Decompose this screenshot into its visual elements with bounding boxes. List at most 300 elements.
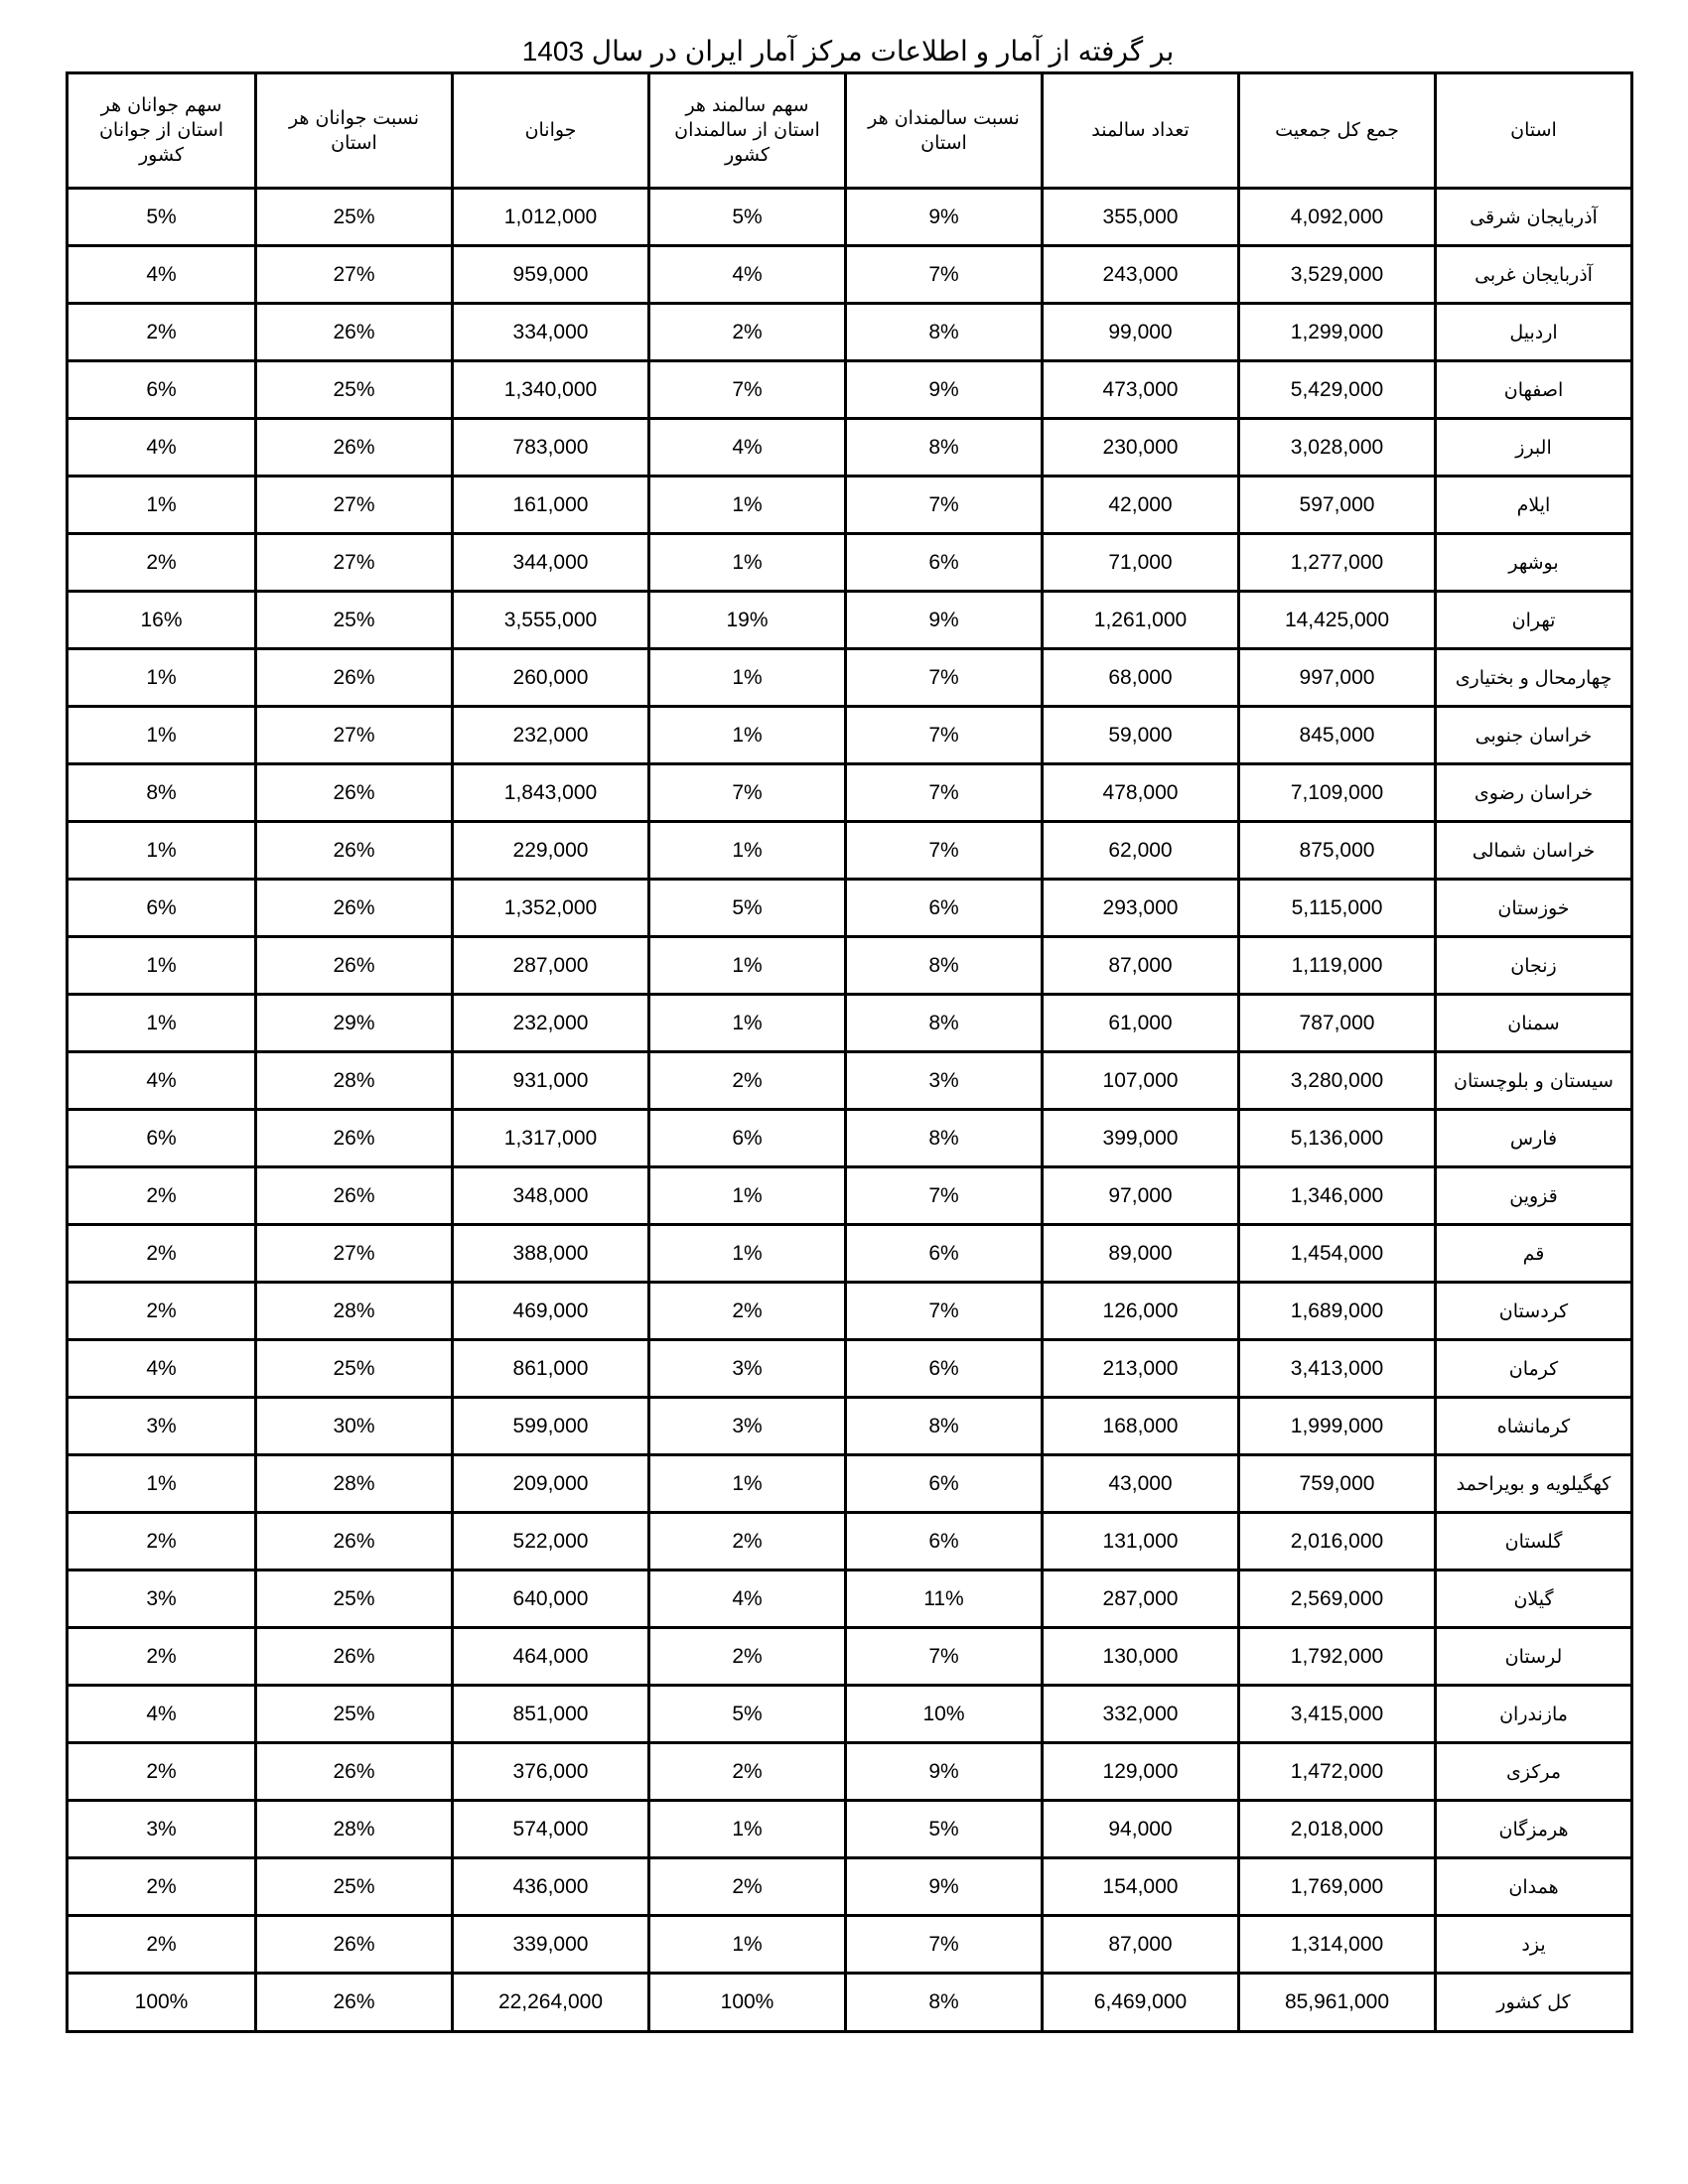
cell-youth-ratio: 26% xyxy=(256,1167,453,1225)
cell-elderly-count: 87,000 xyxy=(1043,937,1239,995)
cell-youth-ratio: 26% xyxy=(256,764,453,822)
cell-elderly-ratio: 9% xyxy=(846,189,1043,246)
cell-total-population: 1,769,000 xyxy=(1239,1858,1436,1916)
cell-elderly-count: 94,000 xyxy=(1043,1801,1239,1858)
cell-elderly-share: 4% xyxy=(649,419,846,477)
cell-province: لرستان xyxy=(1436,1628,1632,1686)
cell-elderly-share: 2% xyxy=(649,1283,846,1340)
table-row xyxy=(68,1858,1632,1916)
cell-province: کرمان xyxy=(1436,1340,1632,1398)
cell-youth-ratio: 25% xyxy=(256,1858,453,1916)
cell-elderly-ratio: 6% xyxy=(846,1513,1043,1570)
cell-youth-share: 8% xyxy=(68,764,256,822)
cell-province: ایلام xyxy=(1436,477,1632,534)
cell-elderly-ratio: 7% xyxy=(846,1916,1043,1974)
cell-total-population: 1,689,000 xyxy=(1239,1283,1436,1340)
cell-total-population: 2,018,000 xyxy=(1239,1801,1436,1858)
cell-elderly-count: 230,000 xyxy=(1043,419,1239,477)
cell-province: خراسان شمالی xyxy=(1436,822,1632,880)
cell-total-population: 1,119,000 xyxy=(1239,937,1436,995)
cell-elderly-ratio: 7% xyxy=(846,1167,1043,1225)
cell-youth-ratio: 27% xyxy=(256,1225,453,1283)
header-province: استان xyxy=(1436,73,1632,189)
cell-youth-share: 1% xyxy=(68,995,256,1052)
cell-province: گلستان xyxy=(1436,1513,1632,1570)
cell-elderly-count: 89,000 xyxy=(1043,1225,1239,1283)
cell-elderly-ratio: 8% xyxy=(846,937,1043,995)
cell-youth-ratio: 25% xyxy=(256,1340,453,1398)
cell-total-population: 7,109,000 xyxy=(1239,764,1436,822)
cell-total-population: 5,429,000 xyxy=(1239,361,1436,419)
cell-province: قزوین xyxy=(1436,1167,1632,1225)
cell-elderly-count: 43,000 xyxy=(1043,1455,1239,1513)
table-row xyxy=(68,534,1632,592)
cell-province: کردستان xyxy=(1436,1283,1632,1340)
cell-youth-count: 229,000 xyxy=(453,822,649,880)
cell-elderly-count: 126,000 xyxy=(1043,1283,1239,1340)
cell-province: بوشهر xyxy=(1436,534,1632,592)
cell-province: کهگیلویه و بویراحمد xyxy=(1436,1455,1632,1513)
cell-elderly-count: 168,000 xyxy=(1043,1398,1239,1455)
cell-youth-share: 2% xyxy=(68,534,256,592)
cell-youth-share: 1% xyxy=(68,707,256,764)
header-youth-count: جوانان xyxy=(453,73,649,189)
cell-elderly-share: 2% xyxy=(649,1513,846,1570)
cell-youth-ratio: 27% xyxy=(256,707,453,764)
cell-total-population: 5,115,000 xyxy=(1239,880,1436,937)
header-total-population: جمع کل جمعیت xyxy=(1239,73,1436,189)
table-row xyxy=(68,361,1632,419)
cell-youth-count: 851,000 xyxy=(453,1686,649,1743)
cell-youth-ratio: 26% xyxy=(256,1628,453,1686)
cell-province: کرمانشاه xyxy=(1436,1398,1632,1455)
cell-elderly-count: 129,000 xyxy=(1043,1743,1239,1801)
header-elderly-ratio: نسبت سالمندان هر استان xyxy=(846,73,1043,189)
cell-total-population: 787,000 xyxy=(1239,995,1436,1052)
cell-youth-share: 1% xyxy=(68,477,256,534)
cell-youth-count: 1,843,000 xyxy=(453,764,649,822)
cell-youth-count: 640,000 xyxy=(453,1570,649,1628)
cell-youth-share: 2% xyxy=(68,1743,256,1801)
cell-youth-share: 100% xyxy=(68,1974,256,2032)
cell-elderly-share: 1% xyxy=(649,995,846,1052)
cell-total-population: 1,277,000 xyxy=(1239,534,1436,592)
cell-elderly-share: 3% xyxy=(649,1340,846,1398)
cell-elderly-ratio: 6% xyxy=(846,534,1043,592)
table-row xyxy=(68,189,1632,246)
cell-province: مازندران xyxy=(1436,1686,1632,1743)
table-row xyxy=(68,1570,1632,1628)
cell-youth-share: 1% xyxy=(68,937,256,995)
cell-elderly-count: 6,469,000 xyxy=(1043,1974,1239,2032)
cell-province: کل کشور xyxy=(1436,1974,1632,2032)
cell-province: چهارمحال و بختیاری xyxy=(1436,649,1632,707)
cell-elderly-share: 2% xyxy=(649,1628,846,1686)
cell-elderly-count: 154,000 xyxy=(1043,1858,1239,1916)
table-row xyxy=(68,1110,1632,1167)
header-youth-share: سهم جوانان هر استان از جوانان کشور xyxy=(68,73,256,189)
cell-province: همدان xyxy=(1436,1858,1632,1916)
table-row xyxy=(68,304,1632,361)
cell-total-population: 2,569,000 xyxy=(1239,1570,1436,1628)
cell-youth-share: 4% xyxy=(68,1686,256,1743)
cell-elderly-count: 473,000 xyxy=(1043,361,1239,419)
cell-elderly-count: 243,000 xyxy=(1043,246,1239,304)
table-row xyxy=(68,477,1632,534)
cell-elderly-share: 1% xyxy=(649,822,846,880)
cell-elderly-count: 107,000 xyxy=(1043,1052,1239,1110)
cell-youth-count: 334,000 xyxy=(453,304,649,361)
cell-province: هرمزگان xyxy=(1436,1801,1632,1858)
cell-youth-ratio: 26% xyxy=(256,822,453,880)
table-row xyxy=(68,822,1632,880)
cell-province: زنجان xyxy=(1436,937,1632,995)
cell-total-population: 14,425,000 xyxy=(1239,592,1436,649)
table-row xyxy=(68,937,1632,995)
cell-total-population: 1,999,000 xyxy=(1239,1398,1436,1455)
cell-youth-ratio: 26% xyxy=(256,937,453,995)
cell-elderly-share: 6% xyxy=(649,1110,846,1167)
cell-youth-ratio: 26% xyxy=(256,1916,453,1974)
table-row xyxy=(68,1628,1632,1686)
cell-elderly-share: 3% xyxy=(649,1398,846,1455)
cell-youth-share: 2% xyxy=(68,1225,256,1283)
cell-elderly-share: 2% xyxy=(649,1052,846,1110)
table-row xyxy=(68,1686,1632,1743)
cell-elderly-ratio: 6% xyxy=(846,880,1043,937)
cell-province: مرکزی xyxy=(1436,1743,1632,1801)
table-row xyxy=(68,764,1632,822)
table-row xyxy=(68,419,1632,477)
table-row xyxy=(68,1455,1632,1513)
cell-province: البرز xyxy=(1436,419,1632,477)
cell-elderly-share: 2% xyxy=(649,1743,846,1801)
cell-elderly-share: 4% xyxy=(649,246,846,304)
cell-elderly-count: 293,000 xyxy=(1043,880,1239,937)
document-title: بر گرفته از آمار و اطلاعات مرکز آمار ایران در سال 1403 xyxy=(521,36,1175,67)
cell-elderly-ratio: 8% xyxy=(846,304,1043,361)
cell-elderly-ratio: 8% xyxy=(846,1110,1043,1167)
cell-elderly-count: 213,000 xyxy=(1043,1340,1239,1398)
cell-elderly-count: 42,000 xyxy=(1043,477,1239,534)
cell-youth-ratio: 26% xyxy=(256,304,453,361)
cell-youth-count: 232,000 xyxy=(453,995,649,1052)
cell-province: سمنان xyxy=(1436,995,1632,1052)
header-youth-ratio: نسبت جوانان هر استان xyxy=(256,73,453,189)
cell-elderly-ratio: 7% xyxy=(846,246,1043,304)
cell-elderly-ratio: 6% xyxy=(846,1225,1043,1283)
cell-youth-ratio: 28% xyxy=(256,1455,453,1513)
table-row xyxy=(68,1283,1632,1340)
cell-youth-share: 2% xyxy=(68,1513,256,1570)
cell-youth-count: 464,000 xyxy=(453,1628,649,1686)
cell-youth-count: 1,317,000 xyxy=(453,1110,649,1167)
cell-youth-share: 4% xyxy=(68,1340,256,1398)
cell-elderly-count: 59,000 xyxy=(1043,707,1239,764)
cell-youth-share: 2% xyxy=(68,1858,256,1916)
cell-youth-ratio: 26% xyxy=(256,1110,453,1167)
cell-total-population: 845,000 xyxy=(1239,707,1436,764)
cell-total-population: 1,299,000 xyxy=(1239,304,1436,361)
cell-youth-ratio: 28% xyxy=(256,1283,453,1340)
cell-youth-count: 376,000 xyxy=(453,1743,649,1801)
cell-elderly-ratio: 7% xyxy=(846,1628,1043,1686)
table-row xyxy=(68,246,1632,304)
table-row xyxy=(68,1167,1632,1225)
cell-elderly-count: 332,000 xyxy=(1043,1686,1239,1743)
cell-youth-ratio: 26% xyxy=(256,1974,453,2032)
cell-elderly-share: 5% xyxy=(649,189,846,246)
cell-elderly-share: 1% xyxy=(649,1225,846,1283)
cell-total-population: 997,000 xyxy=(1239,649,1436,707)
cell-elderly-count: 97,000 xyxy=(1043,1167,1239,1225)
cell-youth-share: 4% xyxy=(68,246,256,304)
cell-elderly-ratio: 7% xyxy=(846,477,1043,534)
cell-youth-count: 344,000 xyxy=(453,534,649,592)
cell-total-population: 1,454,000 xyxy=(1239,1225,1436,1283)
cell-elderly-count: 287,000 xyxy=(1043,1570,1239,1628)
cell-youth-count: 260,000 xyxy=(453,649,649,707)
table-row xyxy=(68,1052,1632,1110)
cell-youth-ratio: 26% xyxy=(256,1743,453,1801)
cell-elderly-count: 355,000 xyxy=(1043,189,1239,246)
cell-elderly-count: 1,261,000 xyxy=(1043,592,1239,649)
table-row xyxy=(68,1743,1632,1801)
cell-total-population: 1,314,000 xyxy=(1239,1916,1436,1974)
cell-elderly-share: 2% xyxy=(649,304,846,361)
cell-elderly-ratio: 8% xyxy=(846,995,1043,1052)
cell-youth-share: 1% xyxy=(68,1455,256,1513)
cell-elderly-ratio: 9% xyxy=(846,361,1043,419)
table-row xyxy=(68,592,1632,649)
cell-elderly-share: 4% xyxy=(649,1570,846,1628)
cell-elderly-share: 1% xyxy=(649,1455,846,1513)
cell-youth-count: 22,264,000 xyxy=(453,1974,649,2032)
cell-elderly-share: 1% xyxy=(649,649,846,707)
cell-youth-share: 4% xyxy=(68,419,256,477)
province-statistics-table xyxy=(66,71,1633,2033)
cell-youth-ratio: 25% xyxy=(256,592,453,649)
cell-youth-count: 1,352,000 xyxy=(453,880,649,937)
cell-province: فارس xyxy=(1436,1110,1632,1167)
table-row xyxy=(68,995,1632,1052)
table-row xyxy=(68,1225,1632,1283)
cell-total-population: 597,000 xyxy=(1239,477,1436,534)
cell-elderly-count: 399,000 xyxy=(1043,1110,1239,1167)
cell-youth-ratio: 25% xyxy=(256,1686,453,1743)
cell-elderly-count: 131,000 xyxy=(1043,1513,1239,1570)
cell-elderly-ratio: 7% xyxy=(846,1283,1043,1340)
cell-elderly-ratio: 6% xyxy=(846,1340,1043,1398)
cell-youth-share: 3% xyxy=(68,1801,256,1858)
cell-youth-count: 522,000 xyxy=(453,1513,649,1570)
cell-youth-count: 469,000 xyxy=(453,1283,649,1340)
cell-youth-count: 209,000 xyxy=(453,1455,649,1513)
header-elderly-count: تعداد سالمند xyxy=(1043,73,1239,189)
cell-youth-share: 16% xyxy=(68,592,256,649)
table-row xyxy=(68,1916,1632,1974)
table-row xyxy=(68,649,1632,707)
cell-youth-share: 2% xyxy=(68,1916,256,1974)
cell-elderly-share: 1% xyxy=(649,534,846,592)
cell-youth-ratio: 26% xyxy=(256,1513,453,1570)
cell-elderly-share: 1% xyxy=(649,1167,846,1225)
cell-youth-share: 2% xyxy=(68,1628,256,1686)
cell-youth-count: 232,000 xyxy=(453,707,649,764)
cell-elderly-count: 478,000 xyxy=(1043,764,1239,822)
cell-elderly-ratio: 8% xyxy=(846,419,1043,477)
cell-elderly-ratio: 8% xyxy=(846,1398,1043,1455)
table-row xyxy=(68,880,1632,937)
cell-total-population: 2,016,000 xyxy=(1239,1513,1436,1570)
cell-province: خراسان جنوبی xyxy=(1436,707,1632,764)
cell-youth-share: 3% xyxy=(68,1398,256,1455)
cell-elderly-share: 5% xyxy=(649,880,846,937)
cell-youth-ratio: 27% xyxy=(256,534,453,592)
cell-youth-ratio: 25% xyxy=(256,1570,453,1628)
cell-youth-ratio: 28% xyxy=(256,1052,453,1110)
cell-elderly-ratio: 9% xyxy=(846,1743,1043,1801)
cell-elderly-share: 1% xyxy=(649,477,846,534)
cell-total-population: 1,346,000 xyxy=(1239,1167,1436,1225)
cell-youth-ratio: 25% xyxy=(256,189,453,246)
cell-youth-ratio: 26% xyxy=(256,419,453,477)
cell-elderly-count: 68,000 xyxy=(1043,649,1239,707)
cell-youth-ratio: 30% xyxy=(256,1398,453,1455)
cell-youth-ratio: 29% xyxy=(256,995,453,1052)
cell-elderly-share: 1% xyxy=(649,1801,846,1858)
cell-elderly-count: 61,000 xyxy=(1043,995,1239,1052)
cell-youth-ratio: 27% xyxy=(256,246,453,304)
cell-elderly-count: 99,000 xyxy=(1043,304,1239,361)
cell-youth-count: 574,000 xyxy=(453,1801,649,1858)
cell-elderly-ratio: 5% xyxy=(846,1801,1043,1858)
cell-total-population: 3,280,000 xyxy=(1239,1052,1436,1110)
cell-elderly-ratio: 7% xyxy=(846,822,1043,880)
table-row xyxy=(68,1513,1632,1570)
cell-youth-ratio: 26% xyxy=(256,880,453,937)
cell-elderly-count: 71,000 xyxy=(1043,534,1239,592)
cell-elderly-ratio: 3% xyxy=(846,1052,1043,1110)
cell-youth-ratio: 28% xyxy=(256,1801,453,1858)
cell-youth-count: 339,000 xyxy=(453,1916,649,1974)
cell-elderly-ratio: 9% xyxy=(846,1858,1043,1916)
cell-province: خراسان رضوی xyxy=(1436,764,1632,822)
table-total-row xyxy=(68,1974,1632,2032)
cell-elderly-ratio: 7% xyxy=(846,707,1043,764)
cell-youth-ratio: 25% xyxy=(256,361,453,419)
cell-youth-count: 959,000 xyxy=(453,246,649,304)
cell-elderly-share: 1% xyxy=(649,1916,846,1974)
cell-province: اردبیل xyxy=(1436,304,1632,361)
cell-youth-ratio: 27% xyxy=(256,477,453,534)
cell-elderly-count: 87,000 xyxy=(1043,1916,1239,1974)
cell-total-population: 3,028,000 xyxy=(1239,419,1436,477)
cell-elderly-count: 62,000 xyxy=(1043,822,1239,880)
cell-youth-share: 4% xyxy=(68,1052,256,1110)
cell-province: آذربایجان شرقی xyxy=(1436,189,1632,246)
cell-province: قم xyxy=(1436,1225,1632,1283)
cell-elderly-ratio: 11% xyxy=(846,1570,1043,1628)
cell-youth-share: 3% xyxy=(68,1570,256,1628)
cell-youth-count: 599,000 xyxy=(453,1398,649,1455)
cell-province: اصفهان xyxy=(1436,361,1632,419)
cell-total-population: 3,529,000 xyxy=(1239,246,1436,304)
cell-elderly-count: 130,000 xyxy=(1043,1628,1239,1686)
cell-youth-share: 1% xyxy=(68,649,256,707)
cell-total-population: 1,792,000 xyxy=(1239,1628,1436,1686)
cell-total-population: 85,961,000 xyxy=(1239,1974,1436,2032)
cell-total-population: 1,472,000 xyxy=(1239,1743,1436,1801)
header-elderly-share: سهم سالمند هر استان از سالمندان کشور xyxy=(649,73,846,189)
cell-province: تهران xyxy=(1436,592,1632,649)
cell-elderly-share: 100% xyxy=(649,1974,846,2032)
cell-youth-share: 2% xyxy=(68,1167,256,1225)
cell-youth-count: 783,000 xyxy=(453,419,649,477)
cell-youth-count: 861,000 xyxy=(453,1340,649,1398)
cell-elderly-share: 5% xyxy=(649,1686,846,1743)
cell-elderly-ratio: 10% xyxy=(846,1686,1043,1743)
cell-province: یزد xyxy=(1436,1916,1632,1974)
cell-youth-share: 2% xyxy=(68,1283,256,1340)
cell-elderly-share: 7% xyxy=(649,361,846,419)
table-body xyxy=(68,189,1632,2032)
cell-total-population: 3,413,000 xyxy=(1239,1340,1436,1398)
cell-elderly-ratio: 8% xyxy=(846,1974,1043,2032)
cell-elderly-ratio: 6% xyxy=(846,1455,1043,1513)
cell-total-population: 875,000 xyxy=(1239,822,1436,880)
cell-youth-share: 5% xyxy=(68,189,256,246)
cell-total-population: 759,000 xyxy=(1239,1455,1436,1513)
cell-elderly-share: 19% xyxy=(649,592,846,649)
cell-province: آذربایجان غربی xyxy=(1436,246,1632,304)
cell-elderly-share: 2% xyxy=(649,1858,846,1916)
cell-youth-share: 1% xyxy=(68,822,256,880)
cell-total-population: 3,415,000 xyxy=(1239,1686,1436,1743)
table-row xyxy=(68,1340,1632,1398)
cell-youth-count: 3,555,000 xyxy=(453,592,649,649)
cell-youth-ratio: 26% xyxy=(256,649,453,707)
cell-youth-share: 6% xyxy=(68,361,256,419)
table-row xyxy=(68,1398,1632,1455)
table-row xyxy=(68,1801,1632,1858)
cell-youth-count: 161,000 xyxy=(453,477,649,534)
cell-province: گیلان xyxy=(1436,1570,1632,1628)
cell-youth-count: 388,000 xyxy=(453,1225,649,1283)
cell-elderly-share: 1% xyxy=(649,707,846,764)
cell-elderly-ratio: 7% xyxy=(846,764,1043,822)
cell-province: خوزستان xyxy=(1436,880,1632,937)
cell-elderly-share: 7% xyxy=(649,764,846,822)
cell-youth-count: 931,000 xyxy=(453,1052,649,1110)
cell-youth-share: 6% xyxy=(68,880,256,937)
cell-youth-count: 1,340,000 xyxy=(453,361,649,419)
cell-elderly-ratio: 9% xyxy=(846,592,1043,649)
table-header-row xyxy=(68,73,1632,189)
cell-total-population: 5,136,000 xyxy=(1239,1110,1436,1167)
cell-youth-share: 2% xyxy=(68,304,256,361)
cell-youth-share: 6% xyxy=(68,1110,256,1167)
cell-elderly-share: 1% xyxy=(649,937,846,995)
cell-youth-count: 287,000 xyxy=(453,937,649,995)
cell-province: سیستان و بلوچستان xyxy=(1436,1052,1632,1110)
cell-elderly-ratio: 7% xyxy=(846,649,1043,707)
cell-total-population: 4,092,000 xyxy=(1239,189,1436,246)
table-row xyxy=(68,707,1632,764)
cell-youth-count: 1,012,000 xyxy=(453,189,649,246)
cell-youth-count: 348,000 xyxy=(453,1167,649,1225)
cell-youth-count: 436,000 xyxy=(453,1858,649,1916)
